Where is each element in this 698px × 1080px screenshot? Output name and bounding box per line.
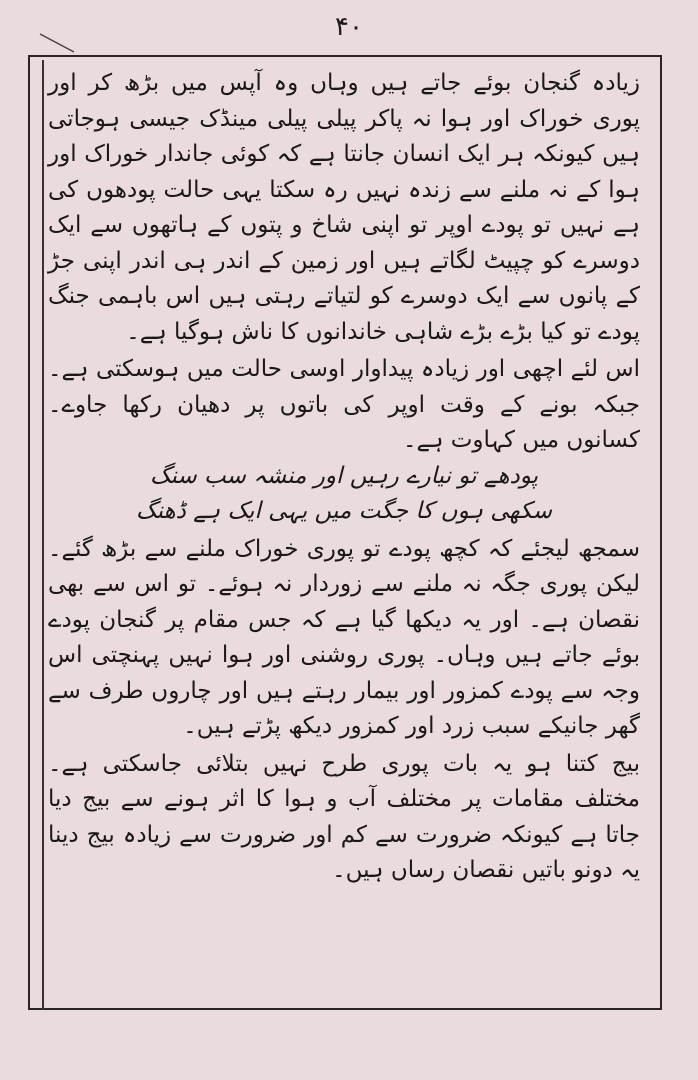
paragraph-3: سمجھ لیجئے کہ کچھ پودے تو پوری خوراک ملنے سے بڑھ گئے۔ لیکن پوری جگہ نہ ملنے سے زوردار نہ ہوئے۔ تو اس سے بھی نقصان ہے۔ اور یہ دیکھا گیا ہے کہ جس مقام پر گنجان پودے بوئے جاتے ہیں وہاں۔ پوری روشنی اور ہوا نہیں پہنچتی اس وجہ سے پودے کمزور اور بیمار رہتے ہیں اور چاروں طرف سے گھر جانیکے سبب زرد اور کمزور دیکھ پڑتے ہیں۔	[48, 535, 640, 739]
paragraph-2: اس لئے اچھی اور زیادہ پیداوار اوسی حالت میں ہوسکتی ہے۔ جبکہ بونے کے وقت اوپر کی باتوں پر دھیان رکھا جاوے۔ کسانوں میں کہاوت ہے۔	[48, 356, 640, 453]
paragraph-1: زیادہ گنجان بوئے جاتے ہیں وہاں وہ آپس میں بڑھ کر اور پوری خوراک اور ہوا نہ پاکر پیلی پیلی مینڈک جیسی ہوجاتی ہیں کیونکہ ہر ایک انسان جانتا ہے کہ کوئی جاندار خوراک اور ہوا کے نہ ملنے سے زندہ نہیں رہ سکتا یہی حالت پودھوں کی ہے نہیں تو پودے اوپر تو اپنی شاخ و پتوں کے ہاتھوں سے ایک دوسرے کو چپیٹ لگاتے ہیں اور زمین کے اندر ہی اندر اپنی جڑ کے پانوں سے ایک دوسرے کو لتیاتے رہتی ہیں اس باہمی جنگ پودے تو کیا بڑے بڑے شاہی خاندانوں کا ناش ہوگیا ہے۔	[48, 70, 640, 345]
margin-rule	[42, 60, 44, 1010]
page-number: ۴۰	[335, 12, 363, 42]
verse-line-2: سکھی ہوں کا جگت میں یہی ایک ہے ڈھنگ	[136, 498, 552, 524]
verse-line-1: پودھے تو نیارے رہیں اور منشہ سب سنگ	[149, 462, 539, 489]
page-body	[48, 66, 640, 889]
paragraph-4: بیج کتنا ہو یہ بات پوری طرح نہیں بتلائی جاسکتی ہے۔ مختلف مقامات پر مختلف آب و ہوا کا اثر ہونے سے بیج دیا جاتا ہے کیونکہ ضرورت سے کم اور ضرورت سے زیادہ بیج دینا یہ دونو باتیں نقصان رساں ہیں۔	[48, 750, 640, 883]
